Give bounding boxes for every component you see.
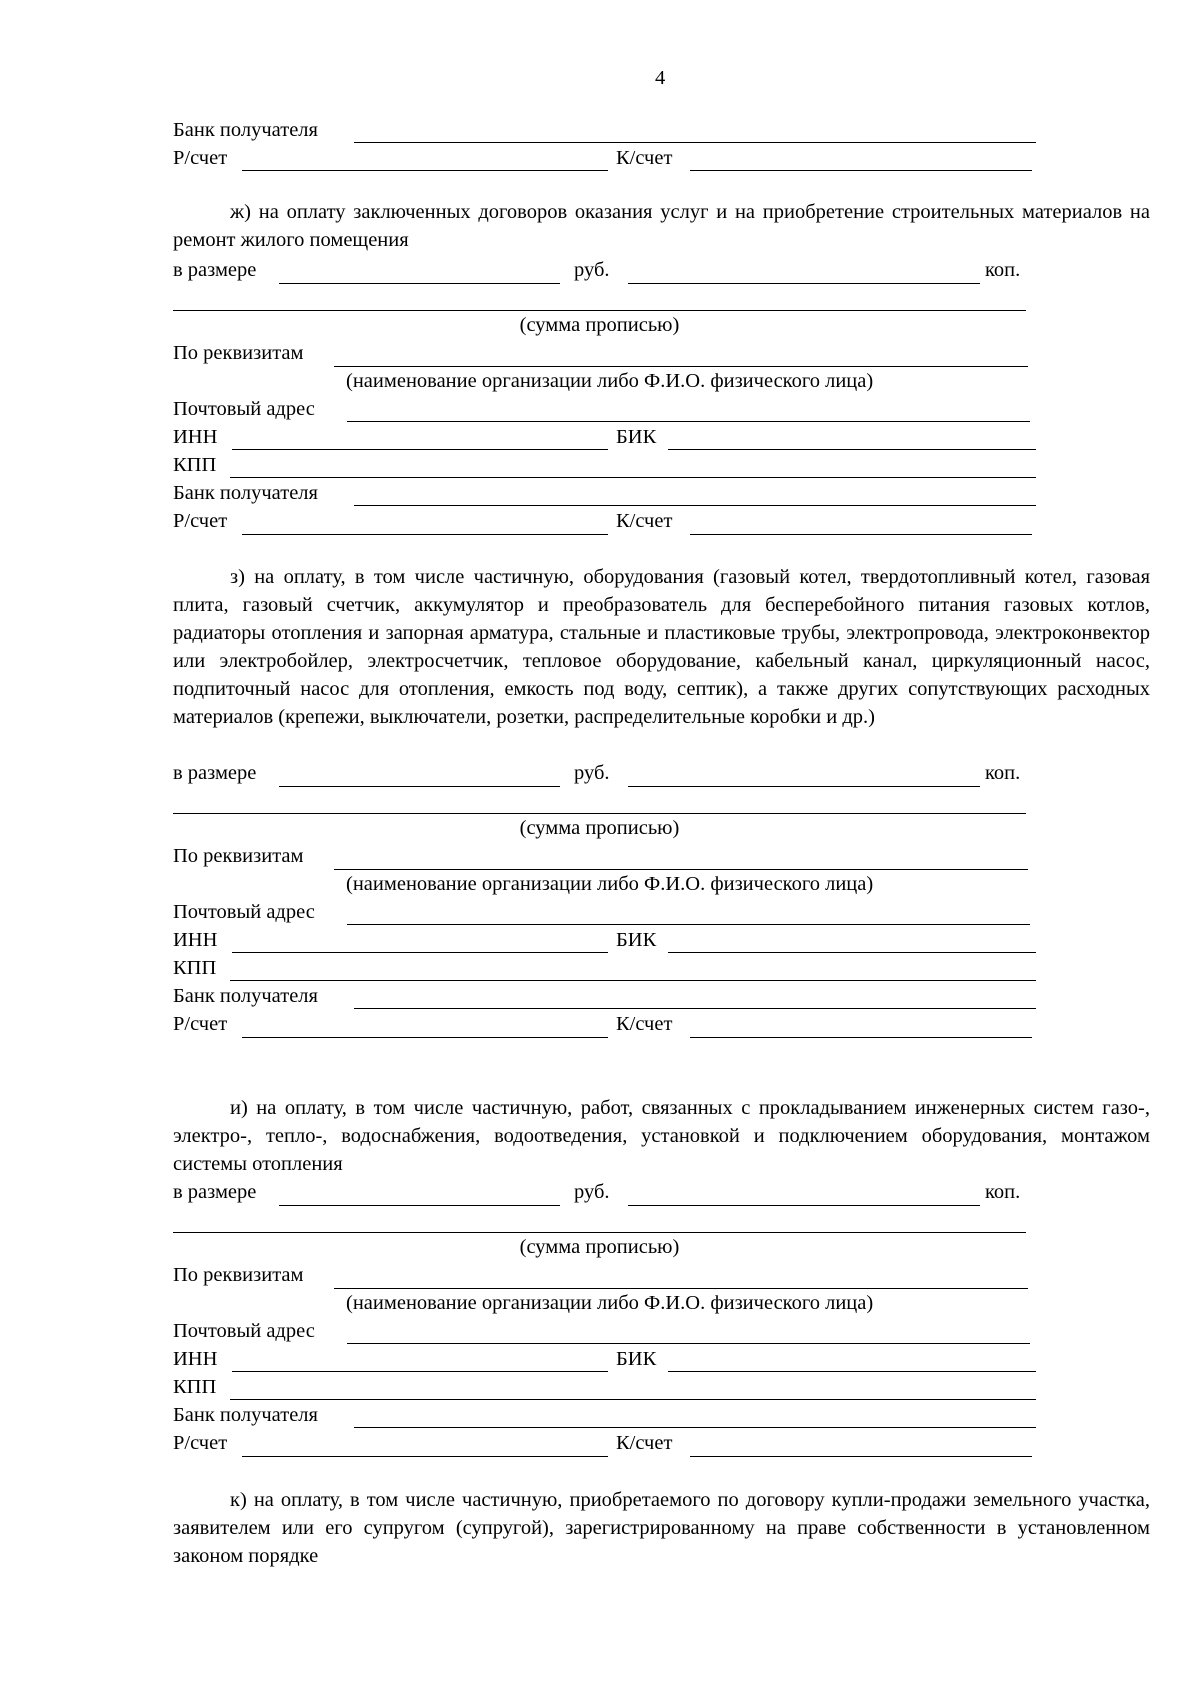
inn-label: ИНН (173, 1348, 218, 1370)
bik-field[interactable] (668, 1371, 1036, 1372)
v-razmere-label: в размере (173, 762, 257, 784)
kop-label: коп. (985, 259, 1021, 281)
po-rekvizitam-field[interactable] (334, 1288, 1028, 1289)
po-rekvizitam-label: По реквизитам (173, 342, 304, 364)
rub-amount-field[interactable] (279, 1205, 560, 1206)
kop-amount-field[interactable] (628, 283, 980, 284)
sum-words-field[interactable] (173, 310, 1026, 311)
rub-label: руб. (574, 1181, 610, 1203)
kop-amount-field[interactable] (628, 786, 980, 787)
naimenovanie-caption: (наименование организации либо Ф.И.О. физического лица) (346, 873, 874, 895)
kpp-field[interactable] (230, 1399, 1036, 1400)
page-number: 4 (655, 67, 666, 89)
rschet-label: Р/счет (173, 510, 228, 532)
kpp-label: КПП (173, 1376, 217, 1398)
paragraph-k: к) на оплату, в том числе частичную, приобретаемого по договору купли-продажи земельного участка, заявителем или его супругом (супругой), зарегистрированному на праве собственности в установленном законом порядке (173, 1489, 1150, 1567)
naimenovanie-caption: (наименование организации либо Ф.И.О. физического лица) (346, 1292, 874, 1314)
v-razmere-label: в размере (173, 1181, 257, 1203)
kschet-field[interactable] (690, 1037, 1032, 1038)
kschet-field[interactable] (690, 1456, 1032, 1457)
bank-field[interactable] (354, 1427, 1036, 1428)
sum-words-caption: (сумма прописью) (519, 314, 680, 336)
kschet-field[interactable] (690, 170, 1032, 171)
bik-field[interactable] (668, 952, 1036, 953)
pochtovy-adres-label: Почтовый адрес (173, 901, 315, 923)
inn-field[interactable] (232, 952, 608, 953)
rschet-field[interactable] (242, 1037, 608, 1038)
paragraph-zh: ж) на оплату заключенных договоров оказания услуг и на приобретение строительных материалов на ремонт жилого помещения (173, 201, 1150, 251)
inn-field[interactable] (232, 449, 608, 450)
bank-label: Банк получателя (173, 119, 318, 141)
pochtovy-adres-field[interactable] (347, 421, 1030, 422)
rschet-label: Р/счет (173, 1432, 228, 1454)
pochtovy-adres-field[interactable] (347, 924, 1030, 925)
bank-label: Банк получателя (173, 985, 318, 1007)
kschet-label: К/счет (616, 1432, 673, 1454)
po-rekvizitam-field[interactable] (334, 366, 1028, 367)
kpp-label: КПП (173, 454, 217, 476)
kschet-label: К/счет (616, 1013, 673, 1035)
naimenovanie-caption: (наименование организации либо Ф.И.О. физического лица) (346, 370, 874, 392)
po-rekvizitam-field[interactable] (334, 869, 1028, 870)
bik-label: БИК (616, 1348, 657, 1370)
bik-label: БИК (616, 929, 657, 951)
sum-words-caption: (сумма прописью) (519, 1236, 680, 1258)
po-rekvizitam-label: По реквизитам (173, 845, 304, 867)
pochtovy-adres-field[interactable] (347, 1343, 1030, 1344)
bik-field[interactable] (668, 449, 1036, 450)
sum-words-caption: (сумма прописью) (519, 817, 680, 839)
paragraph-i: и) на оплату, в том числе частичную, работ, связанных с прокладыванием инженерных систем газо-, электро-, тепло-, водоснабжения, водоотведения, установкой и подключением оборудования, монтажом системы отопления (173, 1097, 1150, 1175)
rub-amount-field[interactable] (279, 786, 560, 787)
kpp-field[interactable] (230, 980, 1036, 981)
sum-words-field[interactable] (173, 813, 1026, 814)
paragraph-z: з) на оплату, в том числе частичную, оборудования (газовый котел, твердотопливный котел, газовая плита, газовый счетчик, аккумулятор и преобразователь для бесперебойного питания газовых котлов, радиаторы отопления и запорная арматура, стальные и пластиковые трубы, электропровода, электроконвектор или электробойлер, электросчетчик, тепловое оборудование, кабельный канал, циркуляционный насос, подпиточный насос для отопления, емкость под воду, септик), а также других сопутствующих расходных материалов (крепежи, выключатели, розетки, распределительные коробки и др.) (173, 566, 1150, 728)
kop-amount-field[interactable] (628, 1205, 980, 1206)
rub-amount-field[interactable] (279, 283, 560, 284)
rub-label: руб. (574, 762, 610, 784)
rschet-label: Р/счет (173, 1013, 228, 1035)
kpp-label: КПП (173, 957, 217, 979)
inn-field[interactable] (232, 1371, 608, 1372)
kschet-label: К/счет (616, 510, 673, 532)
kschet-label: К/счет (616, 147, 673, 169)
inn-label: ИНН (173, 426, 218, 448)
bank-label: Банк получателя (173, 1404, 318, 1426)
rschet-field[interactable] (242, 534, 608, 535)
rschet-field[interactable] (242, 170, 608, 171)
bank-field[interactable] (354, 1008, 1036, 1009)
kop-label: коп. (985, 762, 1021, 784)
inn-label: ИНН (173, 929, 218, 951)
pochtovy-adres-label: Почтовый адрес (173, 398, 315, 420)
rub-label: руб. (574, 259, 610, 281)
bank-field[interactable] (354, 505, 1036, 506)
v-razmere-label: в размере (173, 259, 257, 281)
bank-field[interactable] (354, 142, 1036, 143)
po-rekvizitam-label: По реквизитам (173, 1264, 304, 1286)
kop-label: коп. (985, 1181, 1021, 1203)
pochtovy-adres-label: Почтовый адрес (173, 1320, 315, 1342)
kschet-field[interactable] (690, 534, 1032, 535)
kpp-field[interactable] (230, 477, 1036, 478)
sum-words-field[interactable] (173, 1232, 1026, 1233)
rschet-label: Р/счет (173, 147, 228, 169)
bik-label: БИК (616, 426, 657, 448)
bank-label: Банк получателя (173, 482, 318, 504)
rschet-field[interactable] (242, 1456, 608, 1457)
